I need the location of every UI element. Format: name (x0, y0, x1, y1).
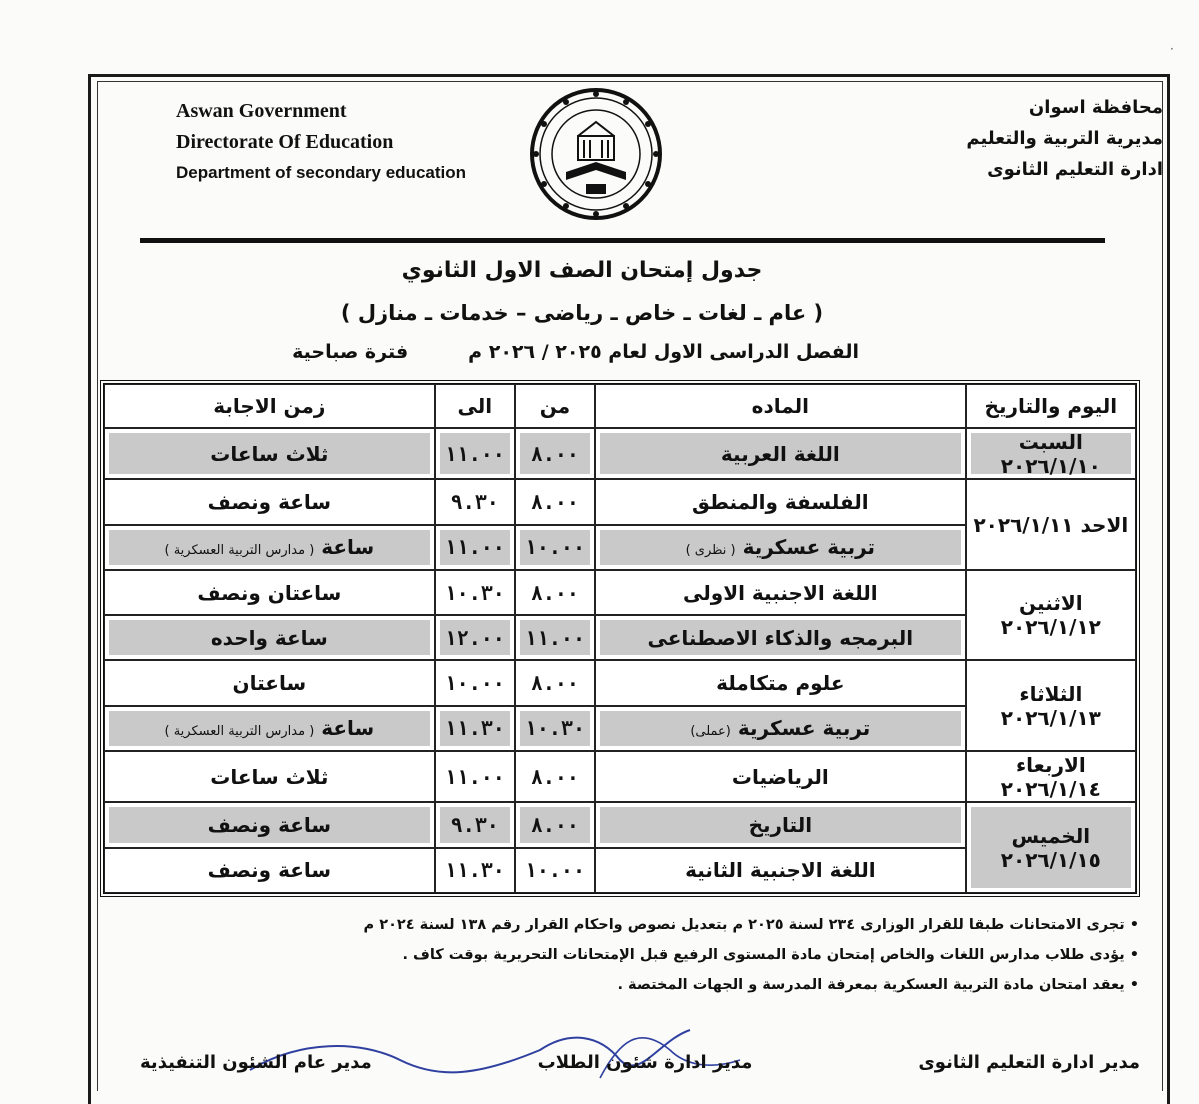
day-cell: الاثنين ٢٠٢٦/١/١٢ (966, 570, 1136, 661)
signature-2: مدير ادارة شئون الطلاب (537, 1052, 753, 1073)
period-text: فترة صباحية (292, 341, 409, 363)
exam-schedule-table (100, 380, 1140, 897)
to-cell: ١١.٣٠ (435, 848, 515, 893)
to-cell: ١٢.٠٠ (435, 615, 515, 660)
signatures-row (140, 1052, 1140, 1073)
duration-cell: ثلاث ساعات (104, 751, 435, 802)
from-cell: ٨.٠٠ (515, 428, 595, 479)
table-row (104, 479, 1136, 524)
notes-list (364, 910, 1139, 1000)
from-cell: ٨.٠٠ (515, 660, 595, 705)
header-ar-line3: ادارة التعليم الثانوى (987, 159, 1163, 180)
from-cell: ٨.٠٠ (515, 479, 595, 524)
to-cell: ١١.٠٠ (435, 751, 515, 802)
table-row (104, 428, 1136, 479)
from-cell: ١٠.٠٠ (515, 525, 595, 570)
schedule-title: جدول إمتحان الصف الاول الثانوي (401, 258, 763, 283)
to-cell: ١٠.٣٠ (435, 570, 515, 615)
subject-cell: علوم متكاملة (595, 660, 966, 705)
subject-cell (595, 525, 966, 570)
note-item: • يؤدى طلاب مدارس اللغات والخاص إمتحان مادة المستوى الرفيع قبل الإمتحانات التحريرية بوقت كاف . (364, 940, 1139, 970)
header-day: اليوم والتاريخ (966, 384, 1136, 428)
note-item: • يعقد امتحان مادة التربية العسكرية بمعرفة المدرسة و الجهات المختصة . (364, 970, 1139, 1000)
subject-text: تربية عسكرية (737, 716, 871, 741)
header-duration: زمن الاجابة (104, 384, 435, 428)
day-cell: الاربعاء ٢٠٢٦/١/١٤ (966, 751, 1136, 802)
subject-note: (عملى) (690, 724, 731, 740)
from-cell: ٨.٠٠ (515, 802, 595, 847)
note-item: • تجرى الامتحانات طبقا للقرار الوزارى ٢٣٤ لسنة ٢٠٢٥ م بتعديل نصوص واحكام القرار رقم ١٣٨ لسنة ٢٠٢٤ م (364, 910, 1139, 940)
subject-cell: اللغة العربية (595, 428, 966, 479)
term-line (292, 341, 859, 363)
duration-cell: ساعة ونصف (104, 848, 435, 893)
from-cell: ١٠.٠٠ (515, 848, 595, 893)
header-en-line3: Department of secondary education (176, 163, 467, 182)
duration-text: ساعة (321, 716, 375, 741)
duration-text: ساعة (321, 535, 375, 560)
scan-speck: · (1170, 42, 1174, 56)
from-cell: ١١.٠٠ (515, 615, 595, 660)
table-row (104, 751, 1136, 802)
header-en-line1: Aswan Government (176, 100, 347, 122)
to-cell: ٩.٣٠ (435, 479, 515, 524)
to-cell: ١١.٣٠ (435, 706, 515, 751)
duration-cell: ساعتان ونصف (104, 570, 435, 615)
header-arabic (966, 92, 1163, 185)
day-cell: الثلاثاء ٢٠٢٦/١/١٣ (966, 660, 1136, 751)
subject-cell: التاريخ (595, 802, 966, 847)
header-english (176, 96, 466, 188)
header-to: الى (435, 384, 515, 428)
subject-note: ( نظرى ) (685, 543, 736, 559)
duration-cell (104, 706, 435, 751)
signature-1: مدير ادارة التعليم الثانوى (918, 1052, 1140, 1073)
table-row (104, 570, 1136, 615)
duration-note: ( مدارس التربية العسكرية ) (164, 543, 315, 559)
subject-cell: الفلسفة والمنطق (595, 479, 966, 524)
from-cell: ٨.٠٠ (515, 751, 595, 802)
to-cell: ١٠.٠٠ (435, 660, 515, 705)
header-divider (140, 238, 1105, 243)
header-subject: الماده (595, 384, 966, 428)
duration-cell (104, 525, 435, 570)
subject-cell: اللغة الاجنبية الاولى (595, 570, 966, 615)
duration-note: ( مدارس التربية العسكرية ) (164, 724, 315, 740)
header-ar-line1: محافظة اسوان (1028, 97, 1163, 118)
schedule-subtitle: ( عام ـ لغات ـ خاص ـ رياضى – خدمات ـ منازل ) (340, 301, 824, 325)
header-en-line2: Directorate Of Education (176, 131, 394, 153)
day-cell: الاحد ٢٠٢٦/١/١١ (966, 479, 1136, 570)
header-ar-line2: مديرية التربية والتعليم (966, 128, 1163, 149)
term-text: الفصل الدراسى الاول لعام ٢٠٢٥ / ٢٠٢٦ م (468, 341, 859, 363)
duration-cell: ساعة ونصف (104, 479, 435, 524)
to-cell: ٩.٣٠ (435, 802, 515, 847)
subject-cell: اللغة الاجنبية الثانية (595, 848, 966, 893)
table-row (104, 660, 1136, 705)
day-cell: السبت ٢٠٢٦/١/١٠ (966, 428, 1136, 479)
subject-text: تربية عسكرية (742, 535, 876, 560)
duration-cell: ثلاث ساعات (104, 428, 435, 479)
from-cell: ١٠.٣٠ (515, 706, 595, 751)
from-cell: ٨.٠٠ (515, 570, 595, 615)
to-cell: ١١.٠٠ (435, 428, 515, 479)
table-row (104, 802, 1136, 847)
header-from: من (515, 384, 595, 428)
to-cell: ١١.٠٠ (435, 525, 515, 570)
duration-cell: ساعتان (104, 660, 435, 705)
directorate-seal-logo-icon (522, 84, 670, 224)
duration-cell: ساعة ونصف (104, 802, 435, 847)
subject-cell: البرمجه والذكاء الاصطناعى (595, 615, 966, 660)
day-cell: الخميس ٢٠٢٦/١/١٥ (966, 802, 1136, 893)
duration-cell: ساعة واحده (104, 615, 435, 660)
subject-cell: الرياضيات (595, 751, 966, 802)
table-header-row (104, 384, 1136, 428)
signature-3: مدير عام الشئون التنفيذية (140, 1052, 372, 1073)
subject-cell (595, 706, 966, 751)
